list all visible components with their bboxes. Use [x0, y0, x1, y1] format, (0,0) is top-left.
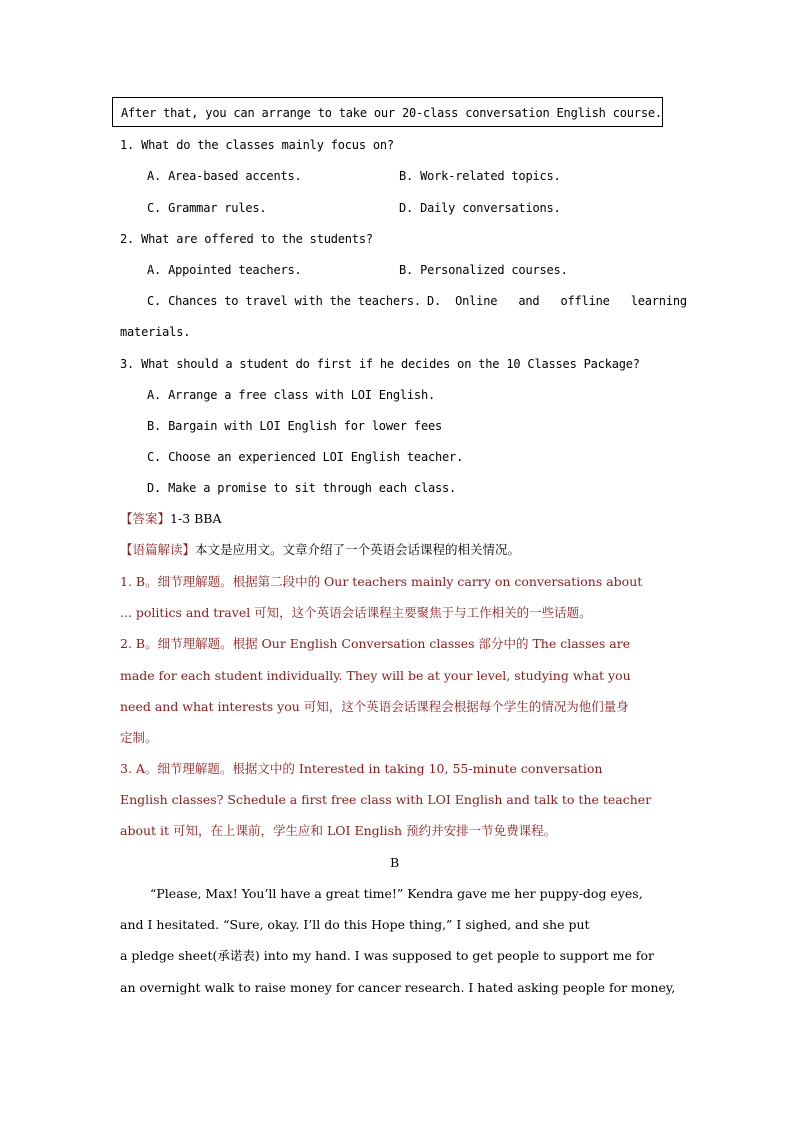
boxed-sentence-text: After that, you can arrange to take our 20-class conversation English course.: [121, 106, 662, 120]
passage-line-2: and I hesitated. “Sure, okay. I’ll do this Hope thing,” I sighed, and she put: [120, 917, 590, 932]
question-1-stem: 1. What do the classes mainly focus on?: [120, 138, 394, 152]
question-2-option-d: D. Online and offline learning: [427, 294, 687, 308]
question-1-option-c: C. Grammar rules.: [147, 201, 267, 215]
analysis-line: [120, 542, 680, 558]
question-2-option-c: C. Chances to travel with the teachers.: [147, 294, 421, 308]
passage-line-3: a pledge sheet(承诺表) into my hand. I was supposed to get people to support me for: [120, 948, 654, 963]
explanation-3-line-2: English classes? Schedule a first free class with LOI English and talk to the teacher: [120, 792, 652, 807]
explanation-2-line-1: 2. B。细节理解题。根据 Our English Conversation classes 部分中的 The classes are: [120, 636, 631, 651]
question-3-option-a: A. Arrange a free class with LOI English.: [147, 388, 436, 402]
explanation-2-line-2: made for each student individually. They will be at your level, studying what you: [120, 668, 631, 683]
passage-line-4: an overnight walk to raise money for cancer research. I hated asking people for money,: [120, 980, 676, 995]
explanation-3-line-1: 3. A。细节理解题。根据文中的 Interested in taking 10, 55-minute conversation: [120, 761, 603, 776]
analysis-label: 【语篇解读】: [120, 542, 196, 557]
question-3-stem: 3. What should a student do first if he decides on the 10 Classes Package?: [120, 357, 640, 371]
question-3-option-d: D. Make a promise to sit through each class.: [147, 481, 457, 495]
question-1-options-row-1: [147, 168, 707, 184]
explanation-2-line-3: need and what interests you 可知，这个英语会话课程会根据每个学生的情况为他们量身: [120, 699, 629, 714]
boxed-sentence: [112, 97, 663, 127]
question-2-option-d-wrap: materials.: [120, 325, 191, 339]
question-2-option-a: A. Appointed teachers.: [147, 263, 302, 277]
answer-line: [120, 511, 680, 527]
question-1-option-d: D. Daily conversations.: [399, 201, 561, 215]
question-2-stem: 2. What are offered to the students?: [120, 232, 373, 246]
answer-value: 1-3 BBA: [170, 511, 222, 526]
explanation-2-line-4: 定制。: [120, 730, 158, 745]
question-1-option-a: A. Area-based accents.: [147, 169, 302, 183]
explanation-1-line-1: 1. B。细节理解题。根据第二段中的 Our teachers mainly carry on conversations about: [120, 574, 643, 589]
explanation-1-line-2: ... politics and travel 可知，这个英语会话课程主要聚焦于与工作相关的一些话题。: [120, 605, 592, 620]
question-3-option-c: C. Choose an experienced LOI English teacher.: [147, 450, 464, 464]
question-1-options-row-2: [147, 200, 707, 216]
section-heading: B: [390, 855, 400, 870]
analysis-text: 本文是应用文。文章介绍了一个英语会话课程的相关情况。: [195, 542, 521, 557]
explanation-3-line-3: about it 可知，在上课前，学生应和 LOI English 预约并安排一节免费课程。: [120, 823, 557, 838]
question-2-options-row-2: [147, 293, 707, 309]
question-3-option-b: B. Bargain with LOI English for lower fees: [147, 419, 443, 433]
passage-line-1: “Please, Max! You’ll have a great time!” Kendra gave me her puppy-dog eyes,: [150, 886, 643, 901]
question-2-option-b: B. Personalized courses.: [399, 263, 568, 277]
question-2-options-row-1: [147, 262, 707, 278]
question-1-option-b: B. Work-related topics.: [399, 169, 561, 183]
answer-label: 【答案】: [120, 511, 171, 526]
